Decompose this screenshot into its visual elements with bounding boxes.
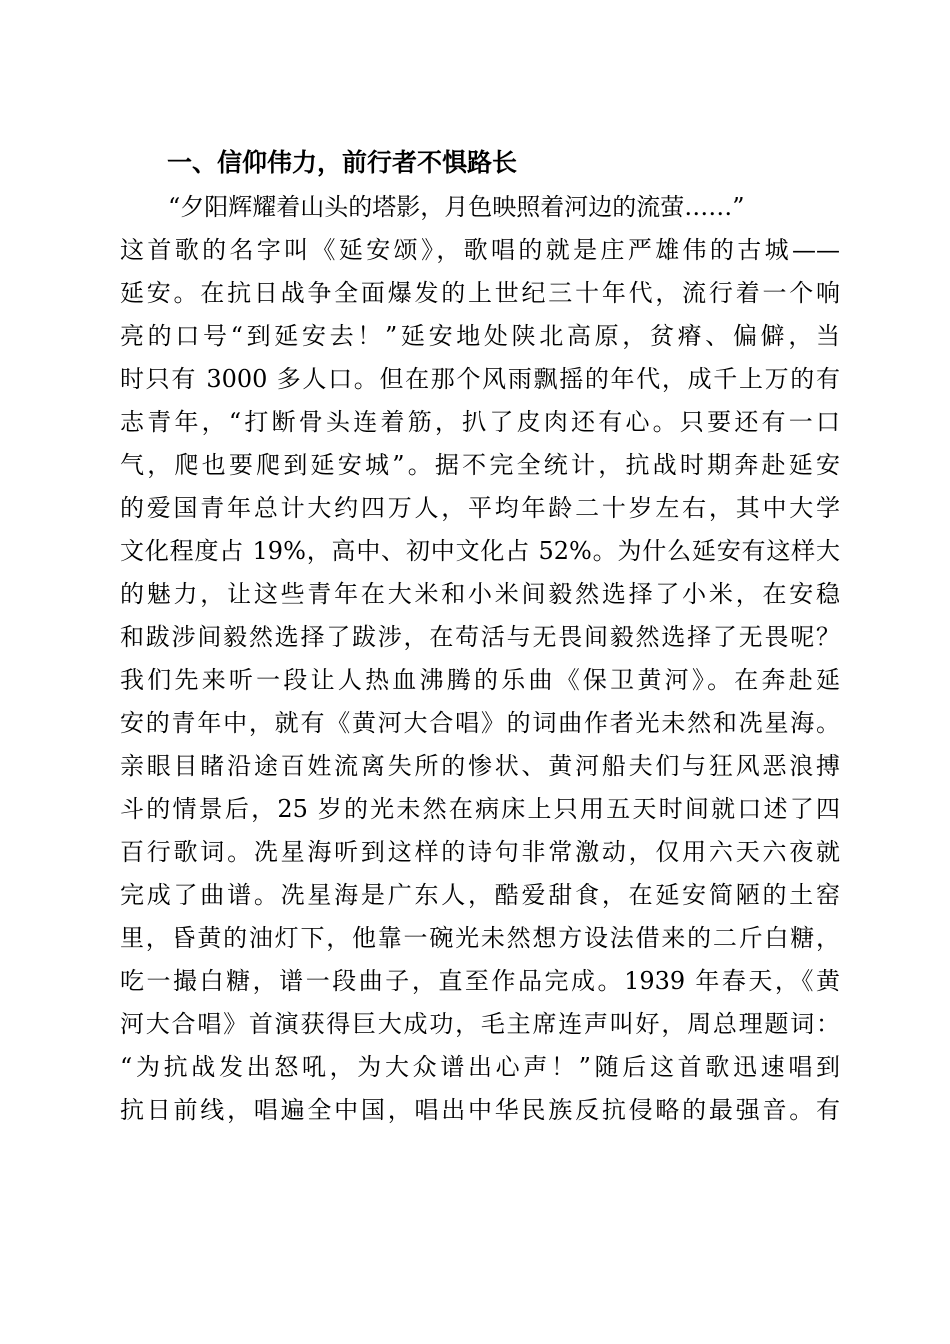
paragraph-line: 气，爬也要爬到延安城”。据不完全统计，抗战时期奔赴延安 [120,451,840,479]
paragraph-line: 文化程度占 19%，高中、初中文化占 52%。为什么延安有这样大 [120,537,840,565]
paragraph-line: 的魅力，让这些青年在大米和小米间毅然选择了小米，在安稳 [120,580,840,608]
paragraph-line: 和跋涉间毅然选择了跋涉，在苟活与无畏间毅然选择了无畏呢？ [120,623,840,651]
paragraph-line: 志青年，“打断骨头连着筋，扒了皮肉还有心。只要还有一口 [120,408,840,436]
paragraph-line: 斗的情景后，25 岁的光未然在病床上只用五天时间就口述了四 [120,795,840,823]
paragraph-line: 完成了曲谱。冼星海是广东人，酷爱甜食，在延安简陋的土窑 [120,881,840,909]
paragraph-line: “为抗战发出怒吼，为大众谱出心声！”随后这首歌迅速唱到 [120,1053,840,1081]
paragraph-line: 亮的口号“到延安去！”延安地处陕北高原，贫瘠、偏僻，当 [120,322,840,350]
paragraph-line: 抗日前线，唱遍全中国，唱出中华民族反抗侵略的最强音。有 [120,1096,840,1124]
paragraph-line: 河大合唱》首演获得巨大成功，毛主席连声叫好，周总理题词： [120,1010,840,1038]
paragraph-line: 延安。在抗日战争全面爆发的上世纪三十年代，流行着一个响 [120,279,840,307]
paragraph-line: 亲眼目睹沿途百姓流离失所的惨状、黄河船夫们与狂风恶浪搏 [120,752,840,780]
paragraph-line: 时只有 3000 多人口。但在那个风雨飘摇的年代，成千上万的有 [120,365,840,393]
paragraph-line: 的爱国青年总计大约四万人，平均年龄二十岁左右，其中大学 [120,494,840,522]
paragraph-line: 安的青年中，就有《黄河大合唱》的词曲作者光未然和冼星海。 [120,709,840,737]
section-heading: 一、信仰伟力，前行者不惧路长 [167,148,518,177]
body-paragraph [120,186,840,1132]
paragraph-line: “夕阳辉耀着山头的塔影，月色映照着河边的流萤……” [168,193,745,221]
paragraph-line: 我们先来听一段让人热血沸腾的乐曲《保卫黄河》。在奔赴延 [120,666,840,694]
paragraph-line: 百行歌词。冼星海听到这样的诗句非常激动，仅用六天六夜就 [120,838,840,866]
paragraph-line: 吃一撮白糖，谱一段曲子，直至作品完成。1939 年春天，《黄 [120,967,840,995]
paragraph-line: 里，昏黄的油灯下，他靠一碗光未然想方设法借来的二斤白糖， [120,924,840,952]
paragraph-line: 这首歌的名字叫《延安颂》，歌唱的就是庄严雄伟的古城—— [120,236,840,264]
